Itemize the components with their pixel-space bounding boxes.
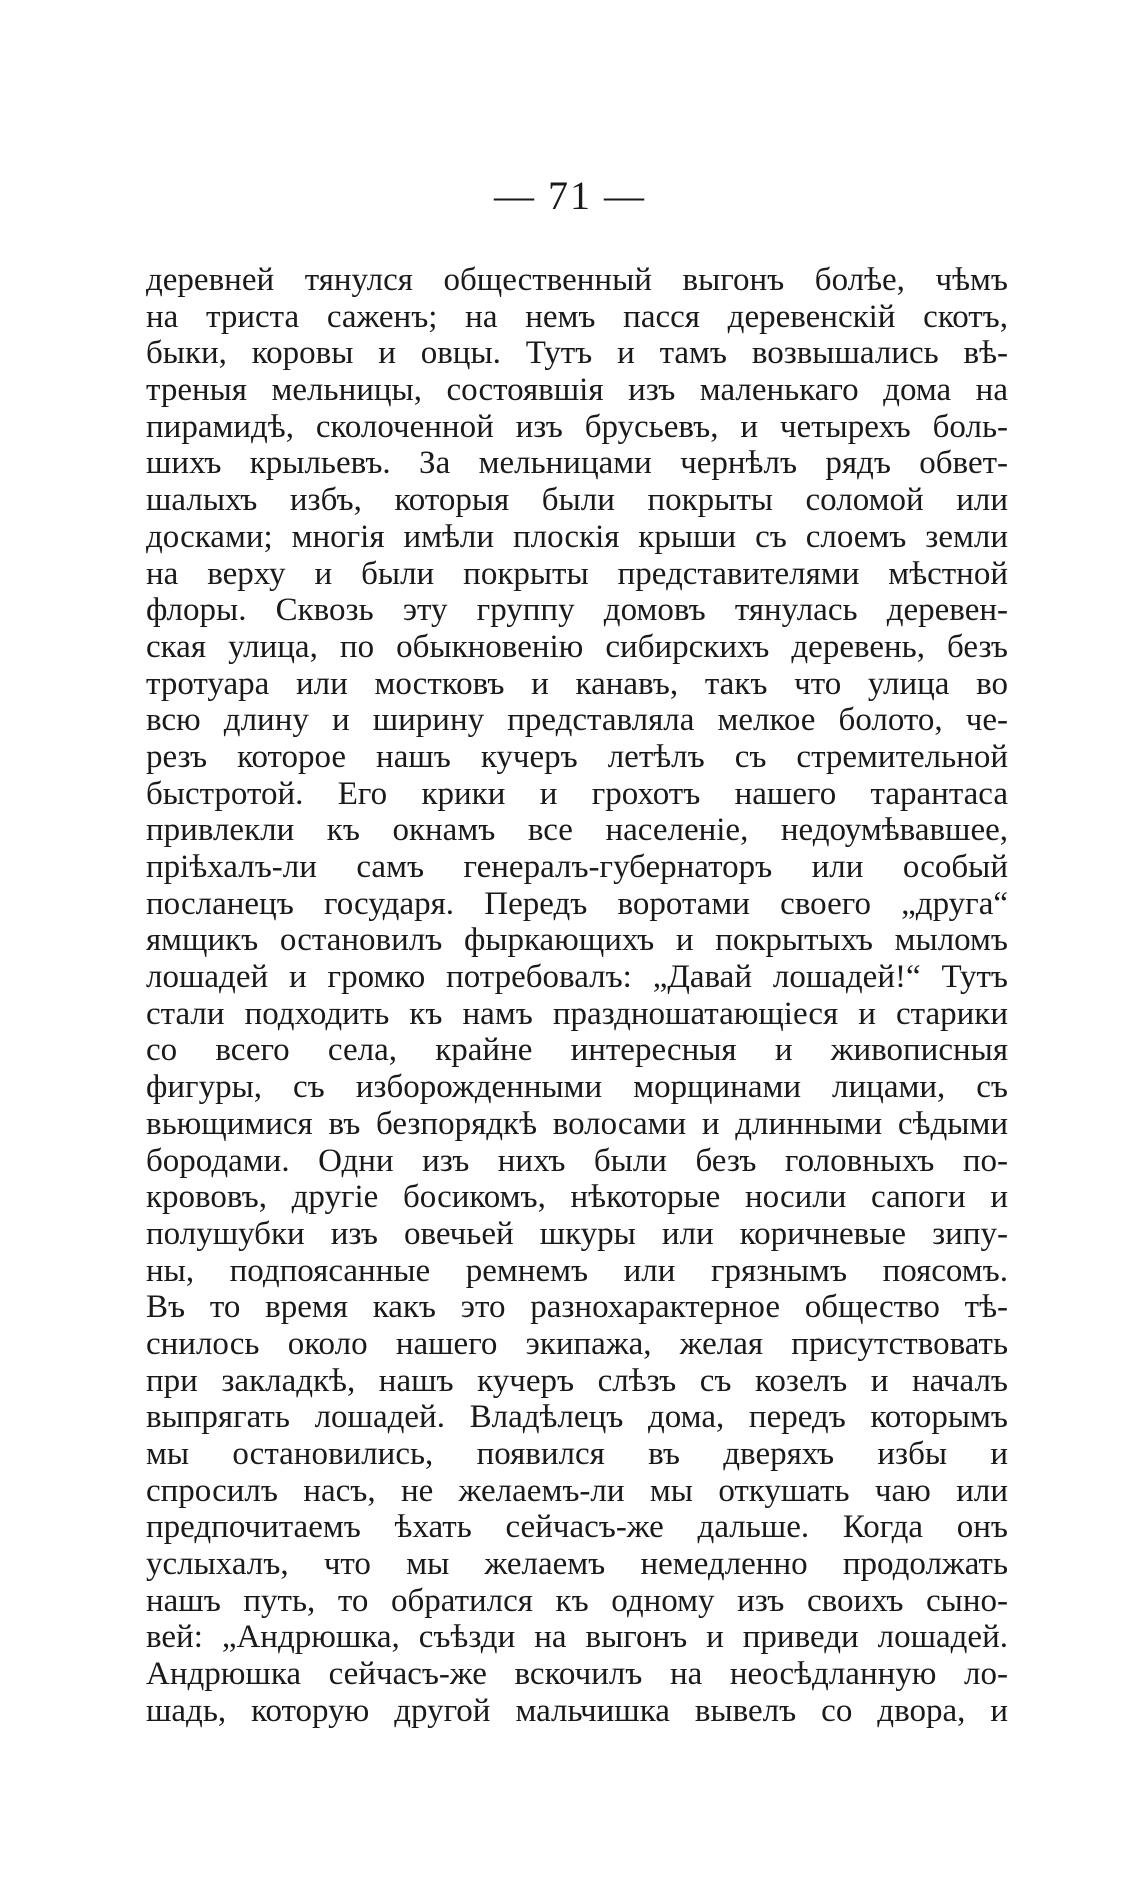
text-line: крововъ, другіе босикомъ, нѣкоторые носили сапоги и xyxy=(146,1179,1008,1216)
text-line: ны, подпоясанные ремнемъ или грязнымъ поясомъ. xyxy=(146,1252,1008,1289)
text-line: деревней тянулся общественный выгонъ болѣе, чѣмъ xyxy=(146,262,1008,298)
text-line: спросилъ насъ, не желаемъ-ли мы откушать чаю или xyxy=(146,1472,1008,1509)
text-line: вьющимися въ безпорядкѣ волосами и длинными сѣдыми xyxy=(146,1105,1008,1142)
text-line: мы остановились, появился въ дверяхъ избы и xyxy=(146,1436,1008,1472)
text-line: вей: „Андрюшка, съѣзди на выгонъ и приведи лошадей. xyxy=(146,1619,1008,1656)
text-line: ямщикъ остановилъ фыркающихъ и покрытыхъ мыломъ xyxy=(146,922,1008,959)
text-line: пріѣхалъ-ли самъ генералъ-губернаторъ или особый xyxy=(146,849,1008,885)
text-line: всю длину и ширину представляла мелкое болото, че- xyxy=(146,702,1008,739)
text-line: привлекли къ окнамъ все населеніе, недоумѣвавшее, xyxy=(146,812,1008,849)
text-line: на верху и были покрыты представителями мѣстной xyxy=(146,555,1008,592)
text-line: на триста саженъ; на немъ пасся деревенскій скотъ, xyxy=(146,298,1008,335)
text-line: тротуара или мостковъ и канавъ, такъ что улица во xyxy=(146,665,1008,702)
page-number: — 71 — xyxy=(494,173,646,218)
text-line: Въ то время какъ это разнохарактерное общество тѣ- xyxy=(146,1289,1008,1326)
text-line: предпочитаемъ ѣхать сейчасъ-же дальше. Когда онъ xyxy=(146,1509,1008,1546)
text-line: шихъ крыльевъ. За мельницами чернѣлъ рядъ обвет- xyxy=(146,445,1008,482)
text-line: резъ которое нашъ кучеръ летѣлъ съ стремительной xyxy=(146,738,1008,775)
text-line: досками; многія имѣли плоскія крыши съ слоемъ земли xyxy=(146,518,1008,555)
text-line: Андрюшка сейчасъ-же вскочилъ на неосѣдланную ло- xyxy=(146,1656,1008,1693)
text-line: стали подходить къ намъ праздношатающіеся и старики xyxy=(146,995,1008,1032)
text-line: пирамидѣ, сколоченной изъ брусьевъ, и четырехъ боль- xyxy=(146,408,1008,445)
text-line: лошадей и громко потребовалъ: „Давай лошадей!“ Тутъ xyxy=(146,959,1008,996)
text-line: полушубки изъ овечьей шкуры или коричневые зипу- xyxy=(146,1215,1008,1252)
text-line: шалыхъ избъ, которыя были покрыты соломой или xyxy=(146,482,1008,519)
text-line: флоры. Сквозь эту группу домовъ тянулась деревен- xyxy=(146,592,1008,629)
body-text xyxy=(146,262,1008,1730)
text-line: услыхалъ, что мы желаемъ немедленно продолжать xyxy=(146,1546,1008,1583)
text-line: шадь, которую другой мальчишка вывелъ со двора, и xyxy=(146,1692,1008,1729)
text-line: выпрягать лошадей. Владѣлецъ дома, передъ которымъ xyxy=(146,1399,1008,1436)
text-line: при закладкѣ, нашъ кучеръ слѣзъ съ козелъ и началъ xyxy=(146,1362,1008,1399)
text-line: фигуры, съ изборожденными морщинами лицами, съ xyxy=(146,1069,1008,1106)
text-line: треныя мельницы, состоявшія изъ маленькаго дома на xyxy=(146,372,1008,409)
text-line: со всего села, крайне интересныя и живописныя xyxy=(146,1032,1008,1069)
text-line: ская улица, по обыкновенію сибирскихъ деревень, безъ xyxy=(146,628,1008,665)
text-line: нашъ путь, то обратился къ одному изъ своихъ сыно- xyxy=(146,1582,1008,1619)
text-line: быстротой. Его крики и грохотъ нашего тарантаса xyxy=(146,775,1008,812)
text-line: посланецъ государя. Передъ воротами своего „друга“ xyxy=(146,885,1008,922)
text-line: быки, коровы и овцы. Тутъ и тамъ возвышались вѣ- xyxy=(146,335,1008,372)
text-line: снилось около нашего экипажа, желая присутствовать xyxy=(146,1325,1008,1362)
text-line: бородами. Одни изъ нихъ были безъ головныхъ по- xyxy=(146,1142,1008,1179)
